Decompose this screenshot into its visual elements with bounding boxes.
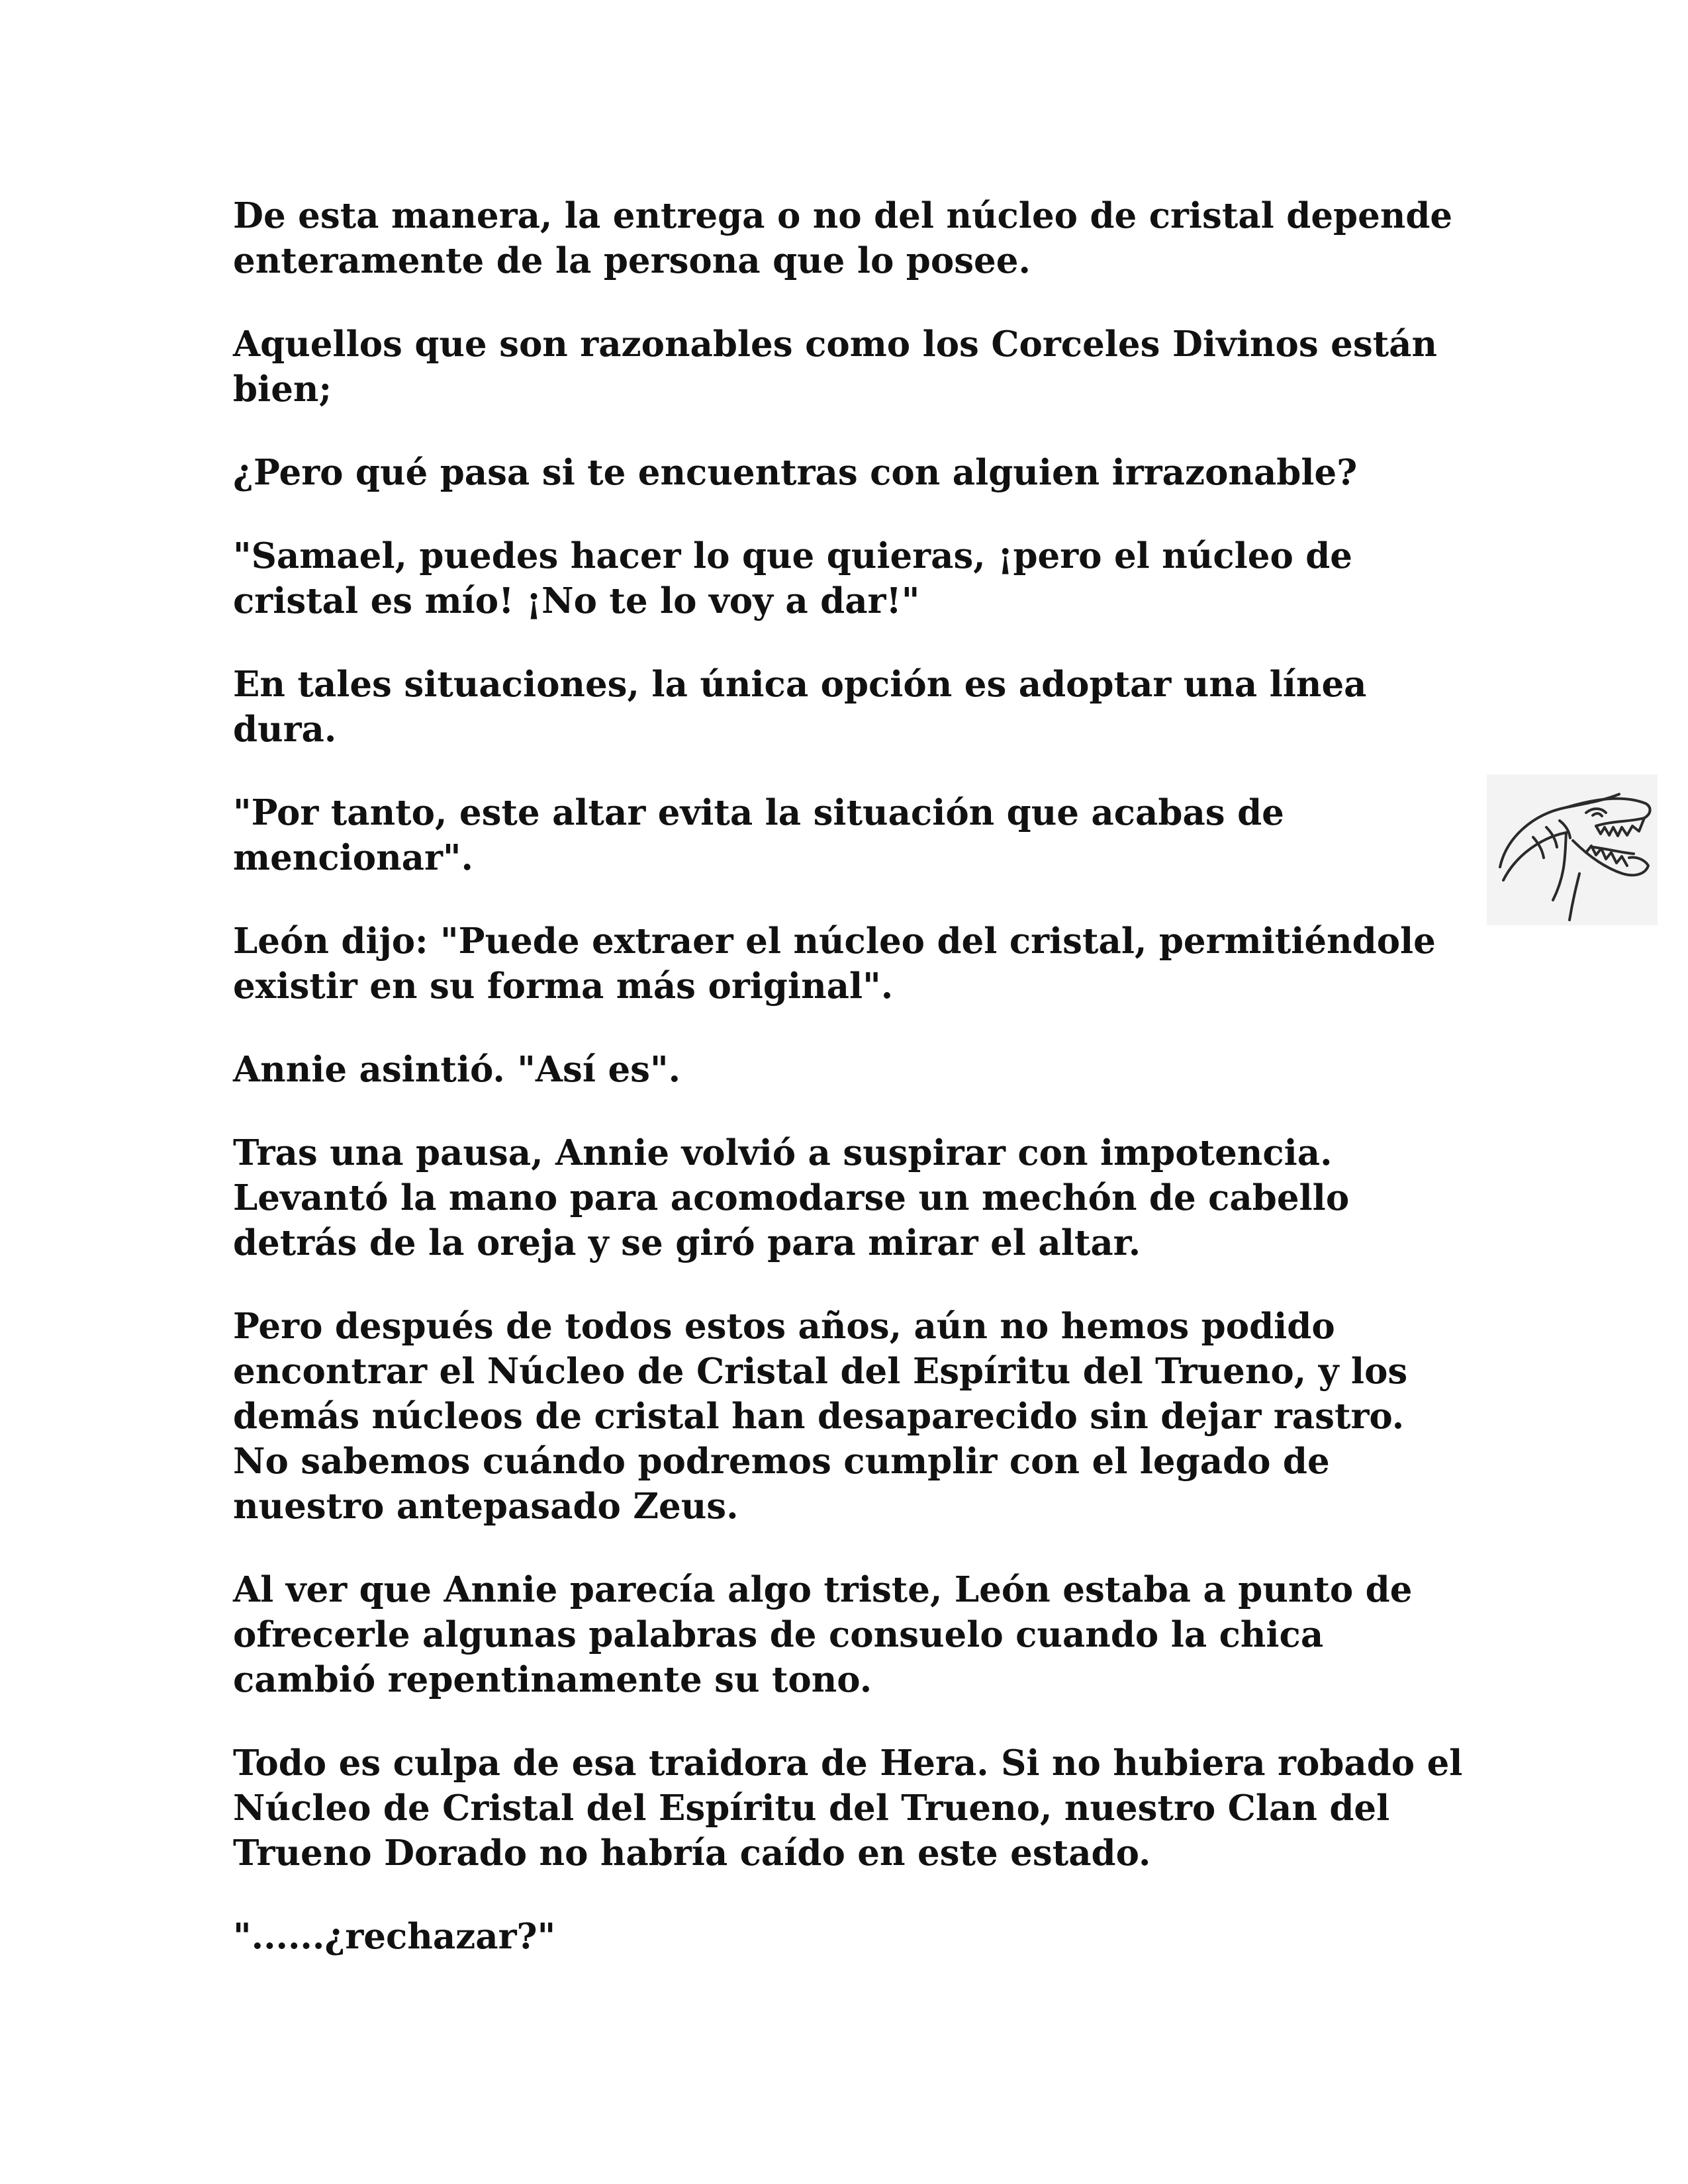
paragraph-9: Tras una pausa, Annie volvió a suspirar con impotencia. Levantó la mano para acomodarse un mechón de cabello detrás de la oreja y se giró para mirar el altar. — [233, 1132, 1350, 1263]
paragraph-11: Al ver que Annie parecía algo triste, León estaba a punto de ofrecerle algunas palabras de consuelo cuando la chica cambió repentinamente su tono. — [233, 1569, 1413, 1700]
body-text — [233, 193, 1464, 1997]
paragraph-7: León dijo: "Puede extraer el núcleo del cristal, permitiéndole existir en su forma más original". — [233, 921, 1436, 1007]
paragraph-10: Pero después de todos estos años, aún no hemos podido encontrar el Núcleo de Cristal del Espíritu del Trueno, y los demás núcleos de cristal han desaparecido sin dejar rastro. No sabemos cuándo podremos cumplir con el legado de nuestro antepasado Zeus. — [233, 1306, 1408, 1527]
paragraph-4: "Samael, puedes hacer lo que quieras, ¡pero el núcleo de cristal es mío! ¡No te lo voy a dar!" — [233, 535, 1353, 621]
dinosaur-head-icon — [1487, 774, 1658, 925]
paragraph-13: "......¿rechazar?" — [233, 1916, 556, 1957]
paragraph-3: ¿Pero qué pasa si te encuentras con alguien irrazonable? — [233, 452, 1358, 493]
paragraph-6: "Por tanto, este altar evita la situación que acabas de mencionar". — [233, 792, 1284, 878]
paragraph-8: Annie asintió. "Así es". — [233, 1049, 681, 1090]
paragraph-2: Aquellos que son razonables como los Corceles Divinos están bien; — [233, 324, 1438, 410]
paragraph-1: De esta manera, la entrega o no del núcleo de cristal depende enteramente de la persona que lo posee. — [233, 195, 1453, 281]
paragraph-5: En tales situaciones, la única opción es adoptar una línea dura. — [233, 664, 1367, 750]
paragraph-12: Todo es culpa de esa traidora de Hera. Si no hubiera robado el Núcleo de Cristal del Espíritu del Trueno, nuestro Clan del Trueno Dorado no habría caído en este estado. — [233, 1743, 1463, 1874]
